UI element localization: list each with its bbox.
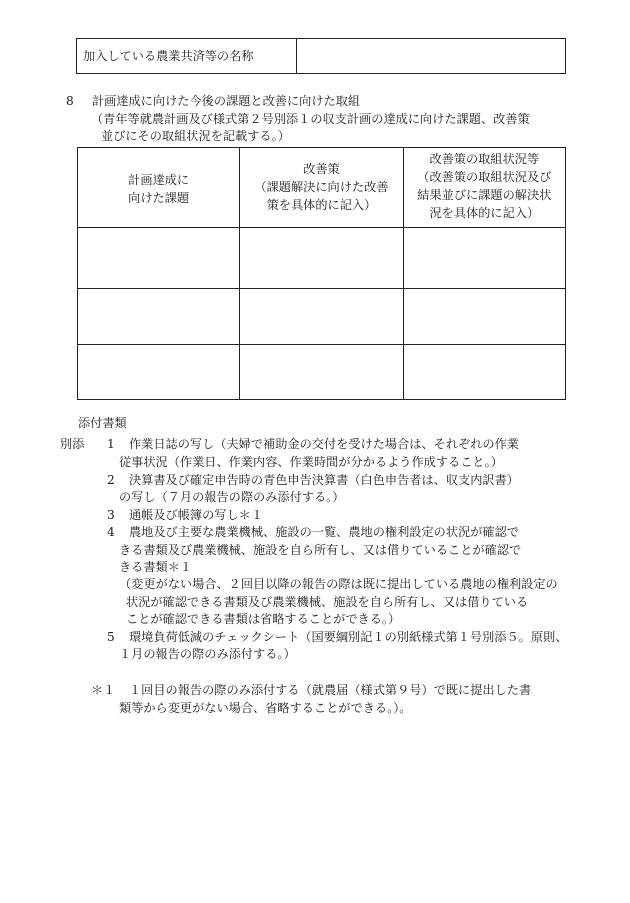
item1-number: 1 bbox=[107, 437, 115, 451]
header-progress-line1: 改善策の取組状況等 bbox=[429, 152, 540, 166]
farm-mutual-aid-label: 加入している農業共済等の名称 bbox=[77, 39, 297, 74]
header-improvement-line2: （課題解決に向けた改善 bbox=[254, 180, 389, 194]
header-improvement-line3: 策を具体的に記入） bbox=[266, 198, 377, 212]
section8-title: 計画達成に向けた今後の課題と改善に向けた取組 bbox=[92, 94, 361, 108]
header-progress-line2: （改善策の取組状況及び bbox=[417, 170, 552, 184]
table-row bbox=[78, 228, 566, 289]
table-cell bbox=[403, 289, 565, 345]
table-cell bbox=[78, 228, 240, 289]
farm-mutual-aid-table bbox=[76, 38, 566, 74]
item4-sub1: （変更がない場合、２回目以降の報告の際は既に提出している農地の権利設定の bbox=[119, 577, 558, 591]
section8-number: 8 bbox=[66, 94, 74, 108]
header-progress-line3: 結果並びに課題の解決状 bbox=[417, 188, 552, 202]
header-issues bbox=[78, 148, 240, 228]
item2-line2: の写し（７月の報告の際のみ添付する。） bbox=[119, 490, 345, 504]
header-issues-line2: 向けた課題 bbox=[128, 191, 190, 205]
item5-number: 5 bbox=[107, 630, 115, 644]
item4-line3: きる書類＊１ bbox=[119, 560, 193, 574]
item4-sub3: ことが確認できる書類は省略することができる。） bbox=[126, 612, 401, 626]
footnote-line2: 類等から変更がない場合、省略することができる。）。 bbox=[119, 701, 412, 715]
item1-line1: 作業日誌の写し（夫婦で補助金の交付を受けた場合は、それぞれの作業 bbox=[129, 437, 519, 451]
item5-line1: 環境負荷低減のチェックシート（国要綱別記１の別紙様式第１号別添５。原則、 bbox=[129, 630, 568, 644]
item4-line1: 農地及び主要な農業機械、施設の一覧、農地の権利設定の状況が確認で bbox=[129, 525, 519, 539]
section8-note-line1: （青年等就農計画及び様式第２号別添１の収支計画の達成に向けた課題、改善策 bbox=[91, 112, 530, 126]
header-improvement bbox=[240, 148, 403, 228]
table-cell bbox=[403, 345, 565, 400]
table-header-row bbox=[78, 148, 566, 228]
item2-number: 2 bbox=[107, 473, 115, 487]
header-progress bbox=[403, 148, 565, 228]
plan-issues-table bbox=[77, 147, 566, 400]
header-progress-line4: 況を具体的に記入） bbox=[429, 206, 540, 220]
attachments-prefix: 別添 bbox=[60, 437, 85, 451]
table-cell bbox=[403, 228, 565, 289]
item1-line2: 従事状況（作業日、作業内容、作業時間が分かるよう作成すること。） bbox=[119, 455, 503, 469]
table-cell bbox=[240, 345, 403, 400]
table-cell bbox=[240, 289, 403, 345]
header-issues-line1: 計画達成に bbox=[128, 173, 190, 187]
section8-note-line2: 並びにその取組状況を記載する。） bbox=[101, 129, 290, 143]
table-row bbox=[78, 345, 566, 400]
footnote-mark: ＊１ bbox=[91, 683, 116, 697]
item4-line2: きる書類及び農業機械、施設を自ら所有し、又は借りていることが確認で bbox=[119, 543, 522, 557]
attachments-heading: 添付書類 bbox=[78, 416, 127, 430]
footnote-line1: １回目の報告の際のみ添付する（就農届（様式第９号）で既に提出した書 bbox=[129, 683, 532, 697]
item3-line1: 通帳及び帳簿の写し＊１ bbox=[129, 508, 264, 522]
farm-mutual-aid-value-cell bbox=[297, 39, 566, 74]
table-row bbox=[78, 289, 566, 345]
table-cell bbox=[240, 228, 403, 289]
item5-line2: １月の報告の際のみ添付する。） bbox=[119, 647, 296, 661]
table-cell bbox=[78, 289, 240, 345]
item2-line1: 決算書及び確定申告時の青色申告決算書（白色申告者は、収支内訳書） bbox=[129, 473, 519, 487]
item3-number: 3 bbox=[107, 508, 115, 522]
header-improvement-line1: 改善策 bbox=[303, 162, 340, 176]
item4-number: 4 bbox=[107, 525, 115, 539]
item4-sub2: 状況が確認できる書類及び農業機械、施設を自ら所有し、又は借りている bbox=[126, 595, 529, 609]
table-cell bbox=[78, 345, 240, 400]
